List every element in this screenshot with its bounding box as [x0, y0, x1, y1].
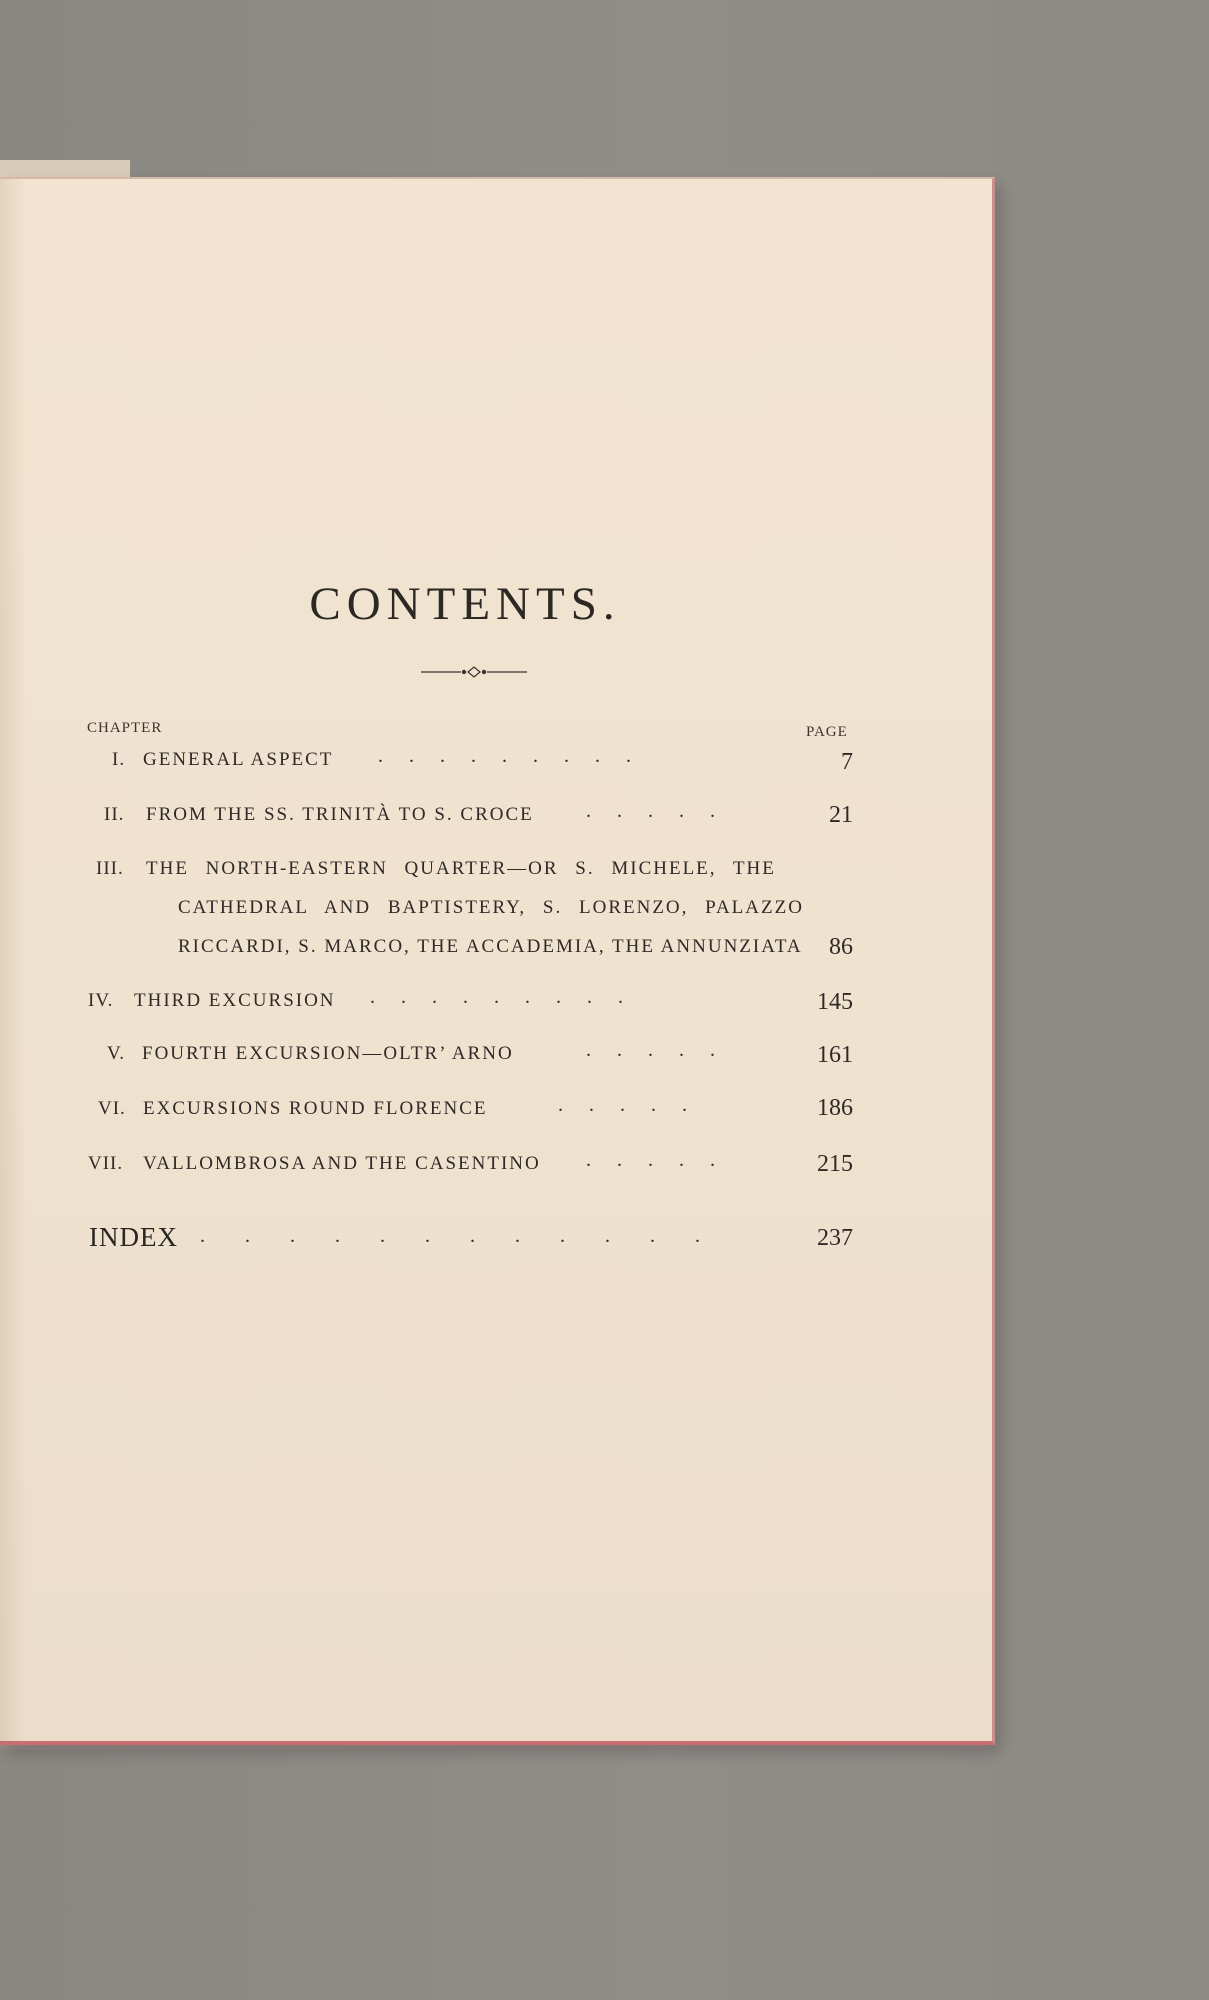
chapter-page-number: 161	[817, 1042, 853, 1068]
leader-dots: .........	[370, 986, 649, 1008]
chapter-numeral: VII.	[88, 1153, 124, 1174]
leader-dots: .....	[558, 1094, 713, 1116]
page-gutter-shadow	[0, 179, 26, 1741]
chapter-numeral: I.	[112, 749, 126, 770]
chapter-numeral: IV.	[88, 990, 114, 1011]
chapter-title: THIRD EXCURSION	[134, 990, 336, 1011]
chapter-title: EXCURSIONS ROUND FLORENCE	[143, 1098, 488, 1119]
chapter-title: VALLOMBROSA AND THE CASENTINO	[143, 1153, 541, 1174]
leader-dots: .........	[378, 745, 657, 767]
chapter-column-header: CHAPTER	[87, 720, 163, 736]
chapter-page-number: 215	[817, 1151, 853, 1177]
chapter-title: FOURTH EXCURSION—OLTR’ ARNO	[142, 1043, 514, 1064]
chapter-page-number: 186	[817, 1095, 853, 1121]
page-column-header: PAGE	[806, 724, 848, 740]
index-label: INDEX	[89, 1222, 178, 1252]
chapter-numeral: II.	[104, 804, 125, 825]
chapter-page-number: 145	[817, 989, 853, 1015]
chapter-page-number: 86	[829, 934, 853, 960]
book-page	[0, 177, 995, 1745]
chapter-numeral: III.	[96, 858, 124, 879]
ornament-divider-icon	[421, 665, 527, 679]
leader-dots: .....	[586, 1039, 741, 1061]
leader-dots: .....	[586, 1149, 741, 1171]
chapter-page-number: 7	[841, 749, 853, 775]
chapter-title-line: THE NORTH-EASTERN QUARTER—OR S. MICHELE, THE	[146, 858, 776, 879]
chapter-title: GENERAL ASPECT	[143, 749, 334, 770]
index-page-number: 237	[817, 1225, 853, 1251]
chapter-title: FROM THE SS. TRINITÀ TO S. CROCE	[146, 804, 534, 825]
chapter-page-number: 21	[829, 802, 853, 828]
chapter-numeral: VI.	[98, 1098, 126, 1119]
chapter-title-line: CATHEDRAL AND BAPTISTERY, S. LORENZO, PALAZZO	[178, 897, 804, 918]
chapter-numeral: V.	[107, 1043, 126, 1064]
leader-dots: ............	[200, 1225, 740, 1247]
leader-dots: .....	[586, 800, 741, 822]
chapter-title-line: RICCARDI, S. MARCO, THE ACCADEMIA, THE ANNUNZIATA	[178, 936, 803, 957]
page-title: CONTENTS.	[309, 578, 621, 630]
